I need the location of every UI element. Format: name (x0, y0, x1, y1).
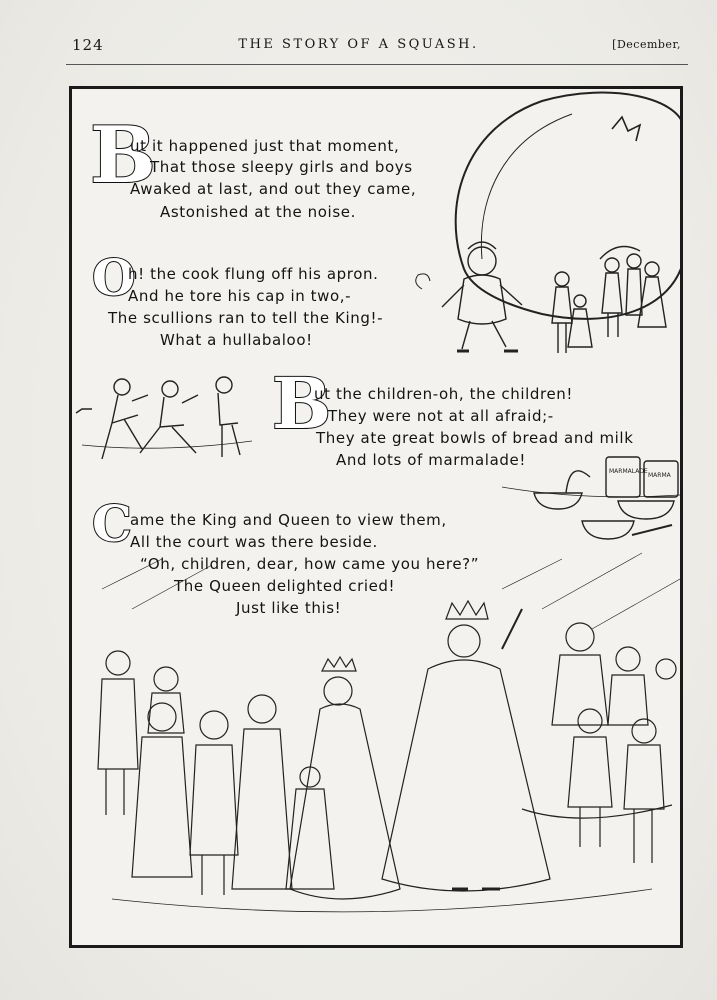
running-title: THE STORY OF A SQUASH. (238, 37, 479, 52)
jar-label-2: MARMA (648, 472, 671, 479)
running-header (0, 36, 717, 58)
verse-4-line-2: All the court was there beside. (130, 533, 378, 551)
verse-3 (272, 362, 682, 469)
squash-drawing (456, 93, 680, 319)
page-number: 124 (72, 36, 104, 54)
verse-4-line-4: The Queen delighted cried! (174, 577, 396, 595)
verse-1-drop-cap: B (90, 110, 156, 201)
verse-3-line-1: ut the children-oh, the children! (314, 385, 574, 403)
verse-2 (90, 248, 450, 353)
scullions-drawing (76, 377, 252, 459)
verse-1-line-3: Awaked at last, and out they came, (130, 180, 417, 198)
verse-2-line-3: The scullions ran to tell the King!- (108, 309, 384, 327)
verse-3-line-4: And lots of marmalade! (336, 451, 526, 469)
verse-4-line-5: Just like this! (236, 599, 342, 617)
verse-4 (90, 494, 550, 629)
verse-1-line-2: That those sleepy girls and boys (150, 158, 413, 176)
verse-3-drop-cap: B (272, 362, 332, 445)
verse-1-line-1: ut it happened just that moment, (130, 137, 400, 155)
verse-4-drop-cap: C (92, 494, 132, 553)
verse-2-drop-cap: O (92, 248, 136, 307)
verse-2-line-4: What a hullabaloo! (160, 331, 313, 349)
verse-2-line-2: And he tore his cap in two,- (128, 287, 352, 305)
verse-1 (90, 110, 470, 227)
jar-label-1: MARMALADE (609, 468, 648, 475)
verse-3-line-3: They ate great bowls of bread and milk (316, 429, 634, 447)
children-group-drawing (552, 247, 666, 354)
verse-4-line-3: “Oh, children, dear, how came you here?” (140, 555, 480, 573)
header-rule (66, 64, 688, 65)
verse-4-line-1: ame the King and Queen to view them, (130, 511, 447, 529)
verse-2-line-1: h! the cook flung off his apron. (128, 265, 379, 283)
verse-3-line-2: They were not at all afraid;- (328, 407, 554, 425)
illustrated-panel (69, 86, 683, 948)
header-month: [December, (612, 38, 681, 51)
verse-1-line-4: Astonished at the noise. (160, 203, 356, 221)
